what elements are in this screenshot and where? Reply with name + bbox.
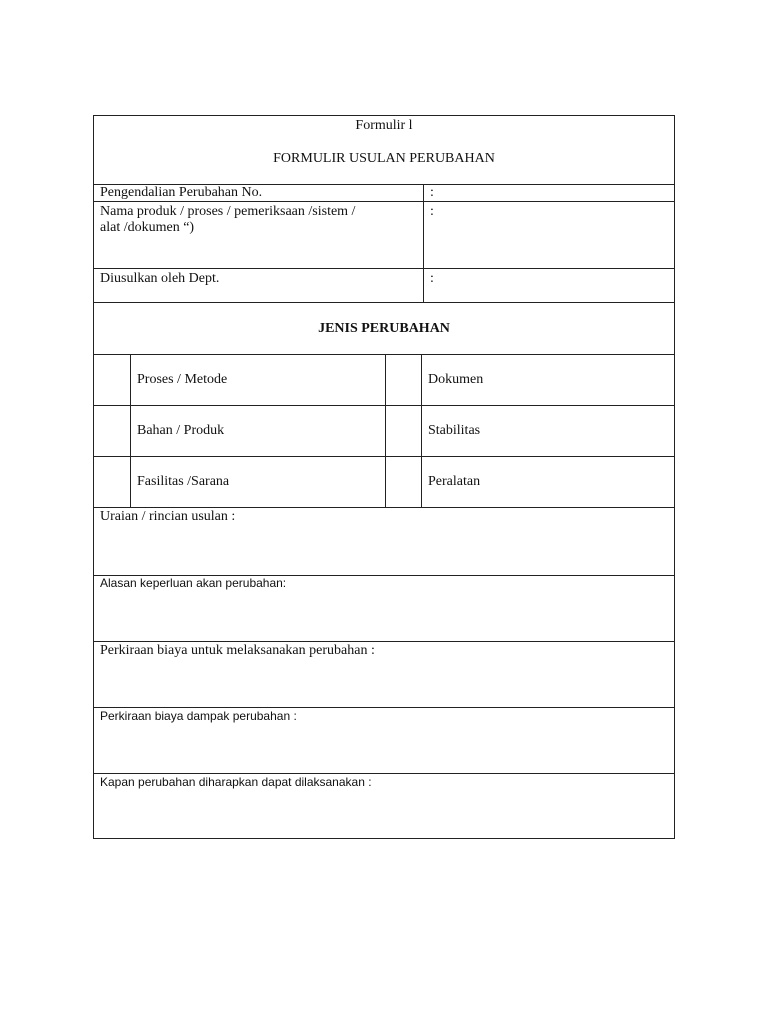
- checkbox-bahan-produk[interactable]: [94, 406, 130, 456]
- info-row-department: [94, 268, 674, 302]
- info-row-product: [94, 201, 674, 268]
- impact-cost-field[interactable]: [94, 707, 674, 773]
- form-header: [94, 116, 674, 184]
- checkbox-fasilitas-sarana[interactable]: [94, 457, 130, 507]
- section-title: JENIS PERUBAHAN: [318, 321, 450, 336]
- implementation-cost-label: Perkiraan biaya untuk melaksanakan perubahan :: [100, 643, 375, 658]
- option-stabilitas: Stabilitas: [428, 423, 481, 438]
- impact-cost-label: Perkiraan biaya dampak perubahan :: [100, 709, 297, 723]
- form-number: Formulir l: [355, 118, 413, 133]
- change-type-row: [94, 405, 674, 456]
- change-reason-label: Alasan keperluan akan perubahan:: [100, 576, 287, 590]
- proposal-details-field[interactable]: [94, 507, 674, 575]
- department-field[interactable]: [423, 269, 674, 302]
- checkbox-stabilitas[interactable]: [385, 406, 421, 456]
- option-fasilitas-sarana: Fasilitas /Sarana: [137, 474, 230, 489]
- form-title: FORMULIR USULAN PERUBAHAN: [273, 151, 495, 166]
- target-date-field[interactable]: [94, 773, 674, 838]
- department-label: Diusulkan oleh Dept.: [100, 271, 220, 286]
- change-type-section: [94, 302, 674, 354]
- option-bahan-produk: Bahan / Produk: [137, 423, 225, 438]
- checkbox-proses-metode[interactable]: [94, 355, 130, 405]
- control-number-colon: :: [430, 185, 434, 200]
- checkbox-peralatan[interactable]: [385, 457, 421, 507]
- option-proses-metode: Proses / Metode: [137, 372, 228, 387]
- change-request-form: [93, 115, 675, 839]
- product-field[interactable]: [423, 202, 674, 268]
- info-row-control-number: [94, 184, 674, 201]
- option-dokumen: Dokumen: [428, 372, 484, 387]
- product-label-line1: Nama produk / proses / pemeriksaan /sistem /: [100, 204, 356, 219]
- change-type-row: [94, 354, 674, 405]
- department-colon: :: [430, 271, 434, 286]
- target-date-label: Kapan perubahan diharapkan dapat dilaksanakan :: [100, 775, 372, 789]
- control-number-label: Pengendalian Perubahan No.: [100, 185, 263, 200]
- proposal-details-label: Uraian / rincian usulan :: [100, 509, 236, 524]
- checkbox-dokumen[interactable]: [385, 355, 421, 405]
- change-reason-field[interactable]: [94, 575, 674, 641]
- product-label-line2: alat /dokumen “): [100, 220, 195, 235]
- option-peralatan: Peralatan: [428, 474, 481, 489]
- implementation-cost-field[interactable]: [94, 641, 674, 707]
- control-number-field[interactable]: [423, 185, 674, 201]
- product-colon: :: [430, 204, 434, 219]
- change-type-row: [94, 456, 674, 507]
